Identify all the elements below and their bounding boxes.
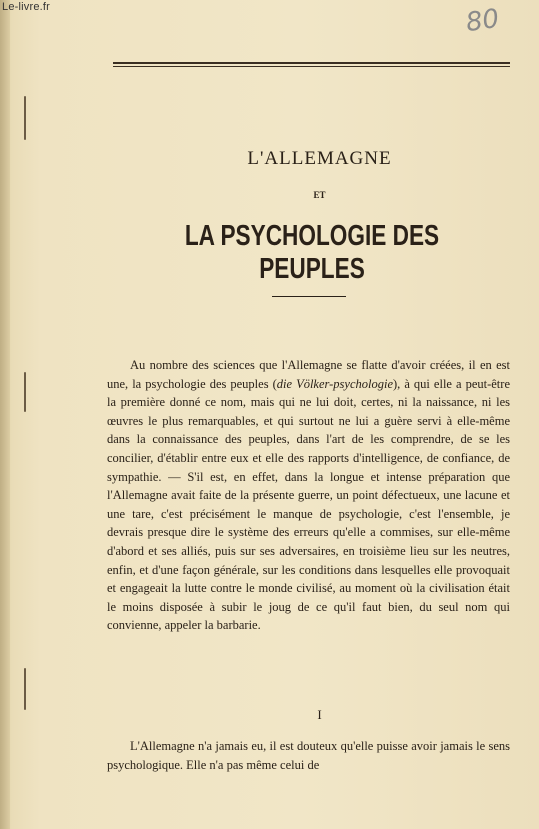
paragraph-2: L'Allemagne n'a jamais eu, il est douteux qu'elle puisse avoir jamais le sens psychologique. Elle n'a pas même celui de (107, 739, 510, 772)
paragraph-1 (107, 356, 510, 635)
paragraph-1-start: Au nombre des sciences que l'Allemagne se flatte d'avoir créées, il en est une, la psychologie des peuples ( (107, 358, 510, 391)
paragraph-1-rest: ), à qui elle a peut-être la première donné ce nom, mais qui ne lui doit, certes, ni la naissance, ni les œuvres le plus remarquables, et qui surtout ne lui a guère servi à elle-même dans la connaissance des peuples, dans l'art de les comprendre, de se les concilier, d'établir entre eux et elle des rapports d'intelligence, de confiance, de sympathie. — S'il est, en effet, dans la longue et intense préparation que l'Allemagne avait faite de la présente guerre, un point défectueux, une lacune et une tare, c'est précisément le manque de psychologie, c'est l'ensemble, je devrais presque dire le système des erreurs qu'elle a commises, sur elle-même d'abord et ses alliés, puis sur ses adversaires, en troisième lieu sur les neutres, enfin, et d'une façon générale, sur les conditions dans lesquelles elle provoquait et engageait la lutte contre le monde civilisé, au moment où la civilisation était le moins disposée à subir le joug de ce qu'il faut bien, du seul nom qui convienne, appeler la barbarie. (107, 376, 510, 633)
title-divider (272, 296, 346, 297)
title-conjunction: ET (313, 190, 326, 200)
page-spine (0, 0, 10, 829)
top-rule (113, 62, 510, 64)
paragraph-1-italic: die Völker-psychologie (276, 376, 394, 391)
section-number: I (317, 707, 322, 722)
top-rule-thin (113, 66, 510, 67)
title-line-1: L'ALLEMAGNE (247, 148, 392, 169)
watermark: Le-livre.fr (2, 1, 51, 13)
binding-stitch (24, 372, 26, 412)
binding-stitch (24, 668, 26, 710)
handwritten-page-number: 80 (464, 3, 502, 39)
binding-stitch (24, 96, 26, 140)
title-line-2: LA PSYCHOLOGIE DES PEUPLES (184, 220, 440, 285)
